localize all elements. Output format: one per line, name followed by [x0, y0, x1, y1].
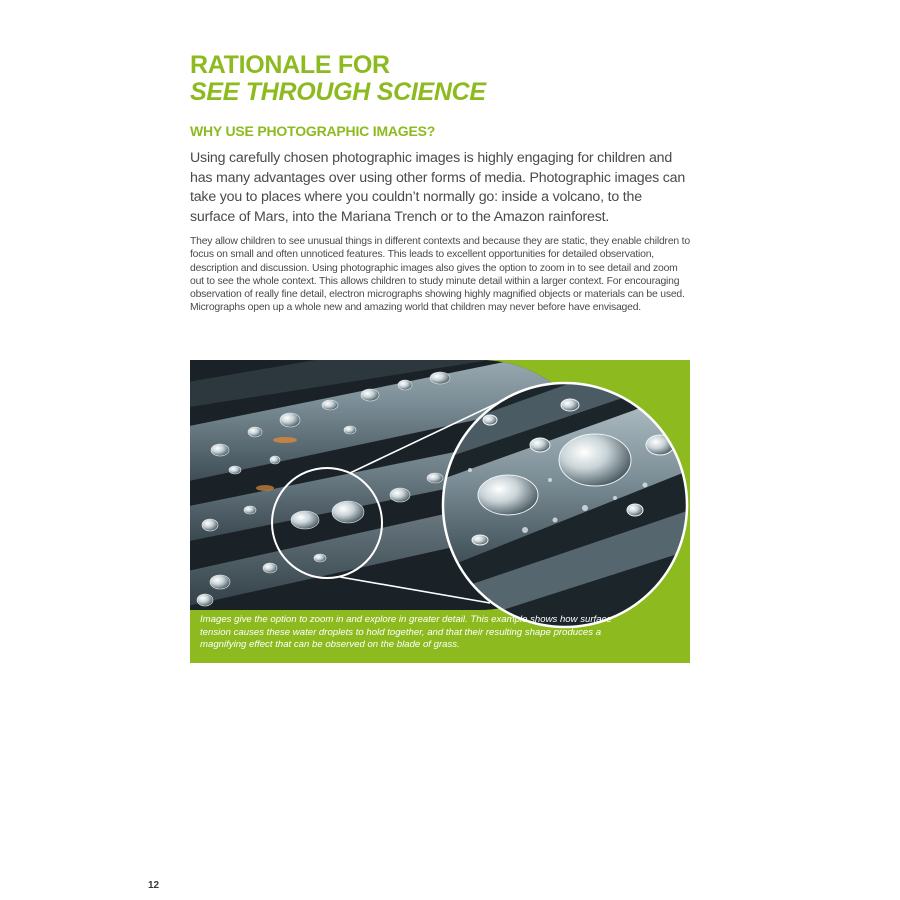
page-title [190, 52, 486, 106]
section-heading: WHY USE PHOTOGRAPHIC IMAGES? [190, 123, 436, 139]
title-line-2: SEE THROUGH SCIENCE [190, 78, 486, 106]
figure-caption: Images give the option to zoom in and explore in greater detail. This example shows how surface tension causes these water droplets to hold together, and that their resulting shape produces a magnifying effect that can be observed on the blade of grass. [200, 614, 612, 651]
body-paragraph: They allow children to see unusual things in different contexts and because they are static, they enable children to focus on small and often unnoticed features. This leads to excellent opportunities for detailed observation, description and discussion. Using photographic images also gives the option to zoom in to see detail and zoom out to see the whole context. This allows children to study minute detail within a larger context. For encouraging observation of really fine detail, electron micrographs showing highly magnified objects or materials can be used. Micrographs open up a whole new and amazing world that children may never before have envisaged. [190, 236, 690, 314]
title-line-1: RATIONALE FOR [190, 51, 390, 79]
lead-paragraph: Using carefully chosen photographic images is highly engaging for children and has many advantages over using other forms of media. Photographic images can take you to places where you couldn’t normally go: inside a volcano, to the surface of Mars, into the Mariana Trench or to the Amazon rainforest. [190, 150, 686, 225]
water-droplets-figure [190, 360, 690, 663]
page-number: 12 [148, 880, 160, 891]
